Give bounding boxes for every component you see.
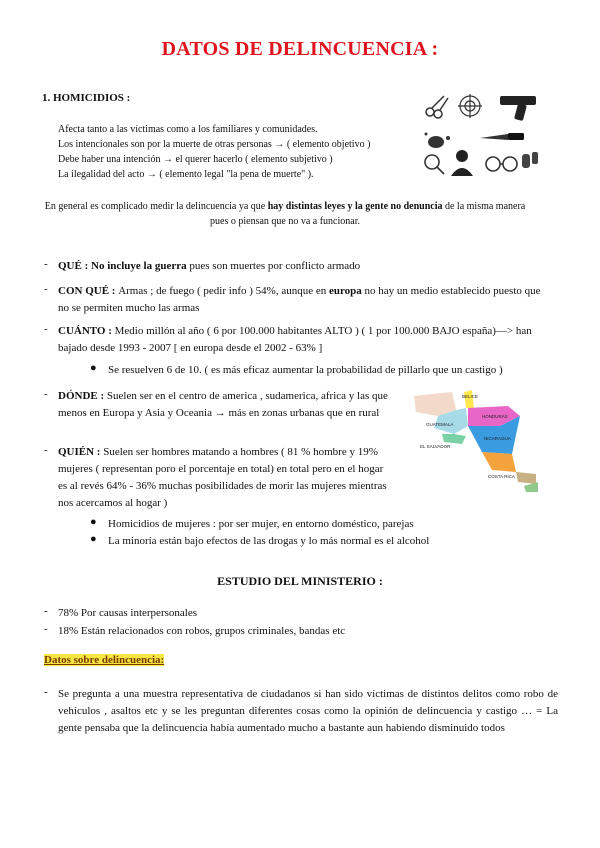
note-bold: hay distintas leyes y la gente no denuncia <box>267 201 443 212</box>
dash-marker: - <box>44 388 48 400</box>
item-bold: europa <box>328 285 362 297</box>
bullet-marker: ● <box>90 533 97 545</box>
handcuffs-icon <box>486 157 517 171</box>
bullet-marker: ● <box>90 516 97 528</box>
intro-line <box>58 137 370 152</box>
dash-marker: - <box>44 623 48 635</box>
bullet-icon <box>522 152 538 168</box>
intro-line-text: Los intencionales son por la muerte de otras personas → ( elemento objetivo ) <box>58 139 371 150</box>
item-bold: No incluye la guerra <box>91 260 187 272</box>
item-text: Suelen ser en el centro de america , sudamerica, africa y las que menos en Europa y Asia y Oceania → más en zonas urbanas que en rural <box>58 390 388 419</box>
item-label: DÓNDE : <box>58 390 107 402</box>
item-text: pues son muertes por conflicto armado <box>186 260 361 272</box>
quien-bullet: Homicidios de mujeres : por ser mujer, en entorno doméstico, parejas <box>108 518 414 530</box>
section-heading-homicidios: 1. HOMICIDIOS : <box>42 92 131 104</box>
map-label: EL SALVADOR <box>420 444 451 449</box>
estudio-item: 78% Por causas interpersonales <box>58 607 197 619</box>
map-label: HONDURAS <box>482 414 508 419</box>
intro-line: Debe haber una intención → el querer hacerlo ( elemento subjetivo ) <box>58 154 333 165</box>
item-cuanto <box>58 323 558 357</box>
note-text: En general es complicado medir la delincuencia ya que <box>44 201 268 212</box>
cuanto-bullet: Se resuelven 6 de 10. ( es más eficaz aumentar la probabilidad de pillarlo que un castigo ) <box>108 364 503 376</box>
page-title: DATOS DE DELINCUENCIA : <box>161 38 439 60</box>
item-que <box>58 258 538 275</box>
dash-marker: - <box>44 323 48 335</box>
datos-heading-wrap <box>44 654 164 666</box>
map-region-belice <box>464 390 474 408</box>
item-label: CON QUÉ : <box>58 285 119 297</box>
item-label: CUÁNTO : <box>58 325 115 337</box>
map-region-colombia <box>524 482 538 492</box>
map-region-el-salvador <box>442 434 466 444</box>
intro-line: Afecta tanto a las víctimas como a los familiares y comunidades. <box>58 124 318 135</box>
datos-text: Se pregunta a una muestra representativa de ciudadanos si han sido víctimas de distintos delitos como robo de vehículos , asaltos etc y se les preguntan diferentes cosas como la opinión de delincuencia y castigo … = La gente pensaba que la delincuencia había aumentado mucho a bastante aun habiendo disminuido todos <box>58 688 558 734</box>
measurement-note <box>40 199 530 229</box>
quien-bullet: La minoría están bajo efectos de las drogas y lo más normal es el alcohol <box>108 535 430 547</box>
map-region-costa-rica <box>482 452 516 472</box>
knife-icon <box>480 133 524 140</box>
bloodstain-icon <box>425 133 451 149</box>
item-label: QUÉ : <box>58 260 91 272</box>
map-region-panama <box>516 472 536 484</box>
criminal-silhouette-icon <box>451 150 473 176</box>
intro-line: La ilegalidad del acto → ( elemento legal "la pena de muerte" ). <box>58 169 314 180</box>
map-label: NICARAGUA <box>484 436 511 441</box>
scissors-icon <box>426 96 448 118</box>
dash-marker: - <box>44 283 48 295</box>
item-label: QUIÉN : <box>58 446 104 458</box>
dash-marker: - <box>44 686 48 698</box>
central-america-map <box>412 386 540 492</box>
note-text-end: de la misma manera pues o piensan que no va a funcionar. <box>210 201 526 227</box>
gun-icon <box>500 96 536 121</box>
crime-icons-illustration <box>418 92 548 178</box>
target-icon <box>458 94 482 118</box>
dash-marker: - <box>44 258 48 270</box>
item-text: Medio millón al año ( 6 por 100.000 habitantes ALTO ) ( 1 por 100.000 BAJO españa)—> han bajado desde 1993 - 2007 [ en europa desde el 2002 - 63% ] <box>58 325 532 354</box>
item-con-que <box>58 283 548 317</box>
dash-marker: - <box>44 444 48 456</box>
magnifier-icon <box>425 155 444 174</box>
section-heading-estudio: ESTUDIO DEL MINISTERIO : <box>217 574 383 588</box>
section-heading-datos: Datos sobre delincuencia: <box>44 654 165 666</box>
bullet-marker: ● <box>90 362 97 374</box>
item-quien <box>58 444 388 512</box>
dash-marker: - <box>44 605 48 617</box>
estudio-item: 18% Están relacionados con robos, grupos criminales, bandas etc <box>58 625 346 637</box>
map-label: BELICE <box>462 394 479 399</box>
map-label: COSTA RICA <box>488 474 515 479</box>
map-label: GUATEMALA <box>426 422 454 427</box>
item-donde <box>58 388 398 422</box>
item-text: Suelen ser hombres matando a hombres ( 81 % hombre y 19% mujeres ( representan poro el porcentaje en total) en total pero en el hogar es al revés 64% - 36% muchas posibilidades de morir las mujeres mientras nos acercamos al hogar ) <box>58 446 387 509</box>
item-text: no hay un medio establecido puesto que no se permiten mucho las armas <box>58 285 541 314</box>
item-text: Armas ; de fuego ( pedir info ) 54%, aunque en <box>118 285 329 297</box>
